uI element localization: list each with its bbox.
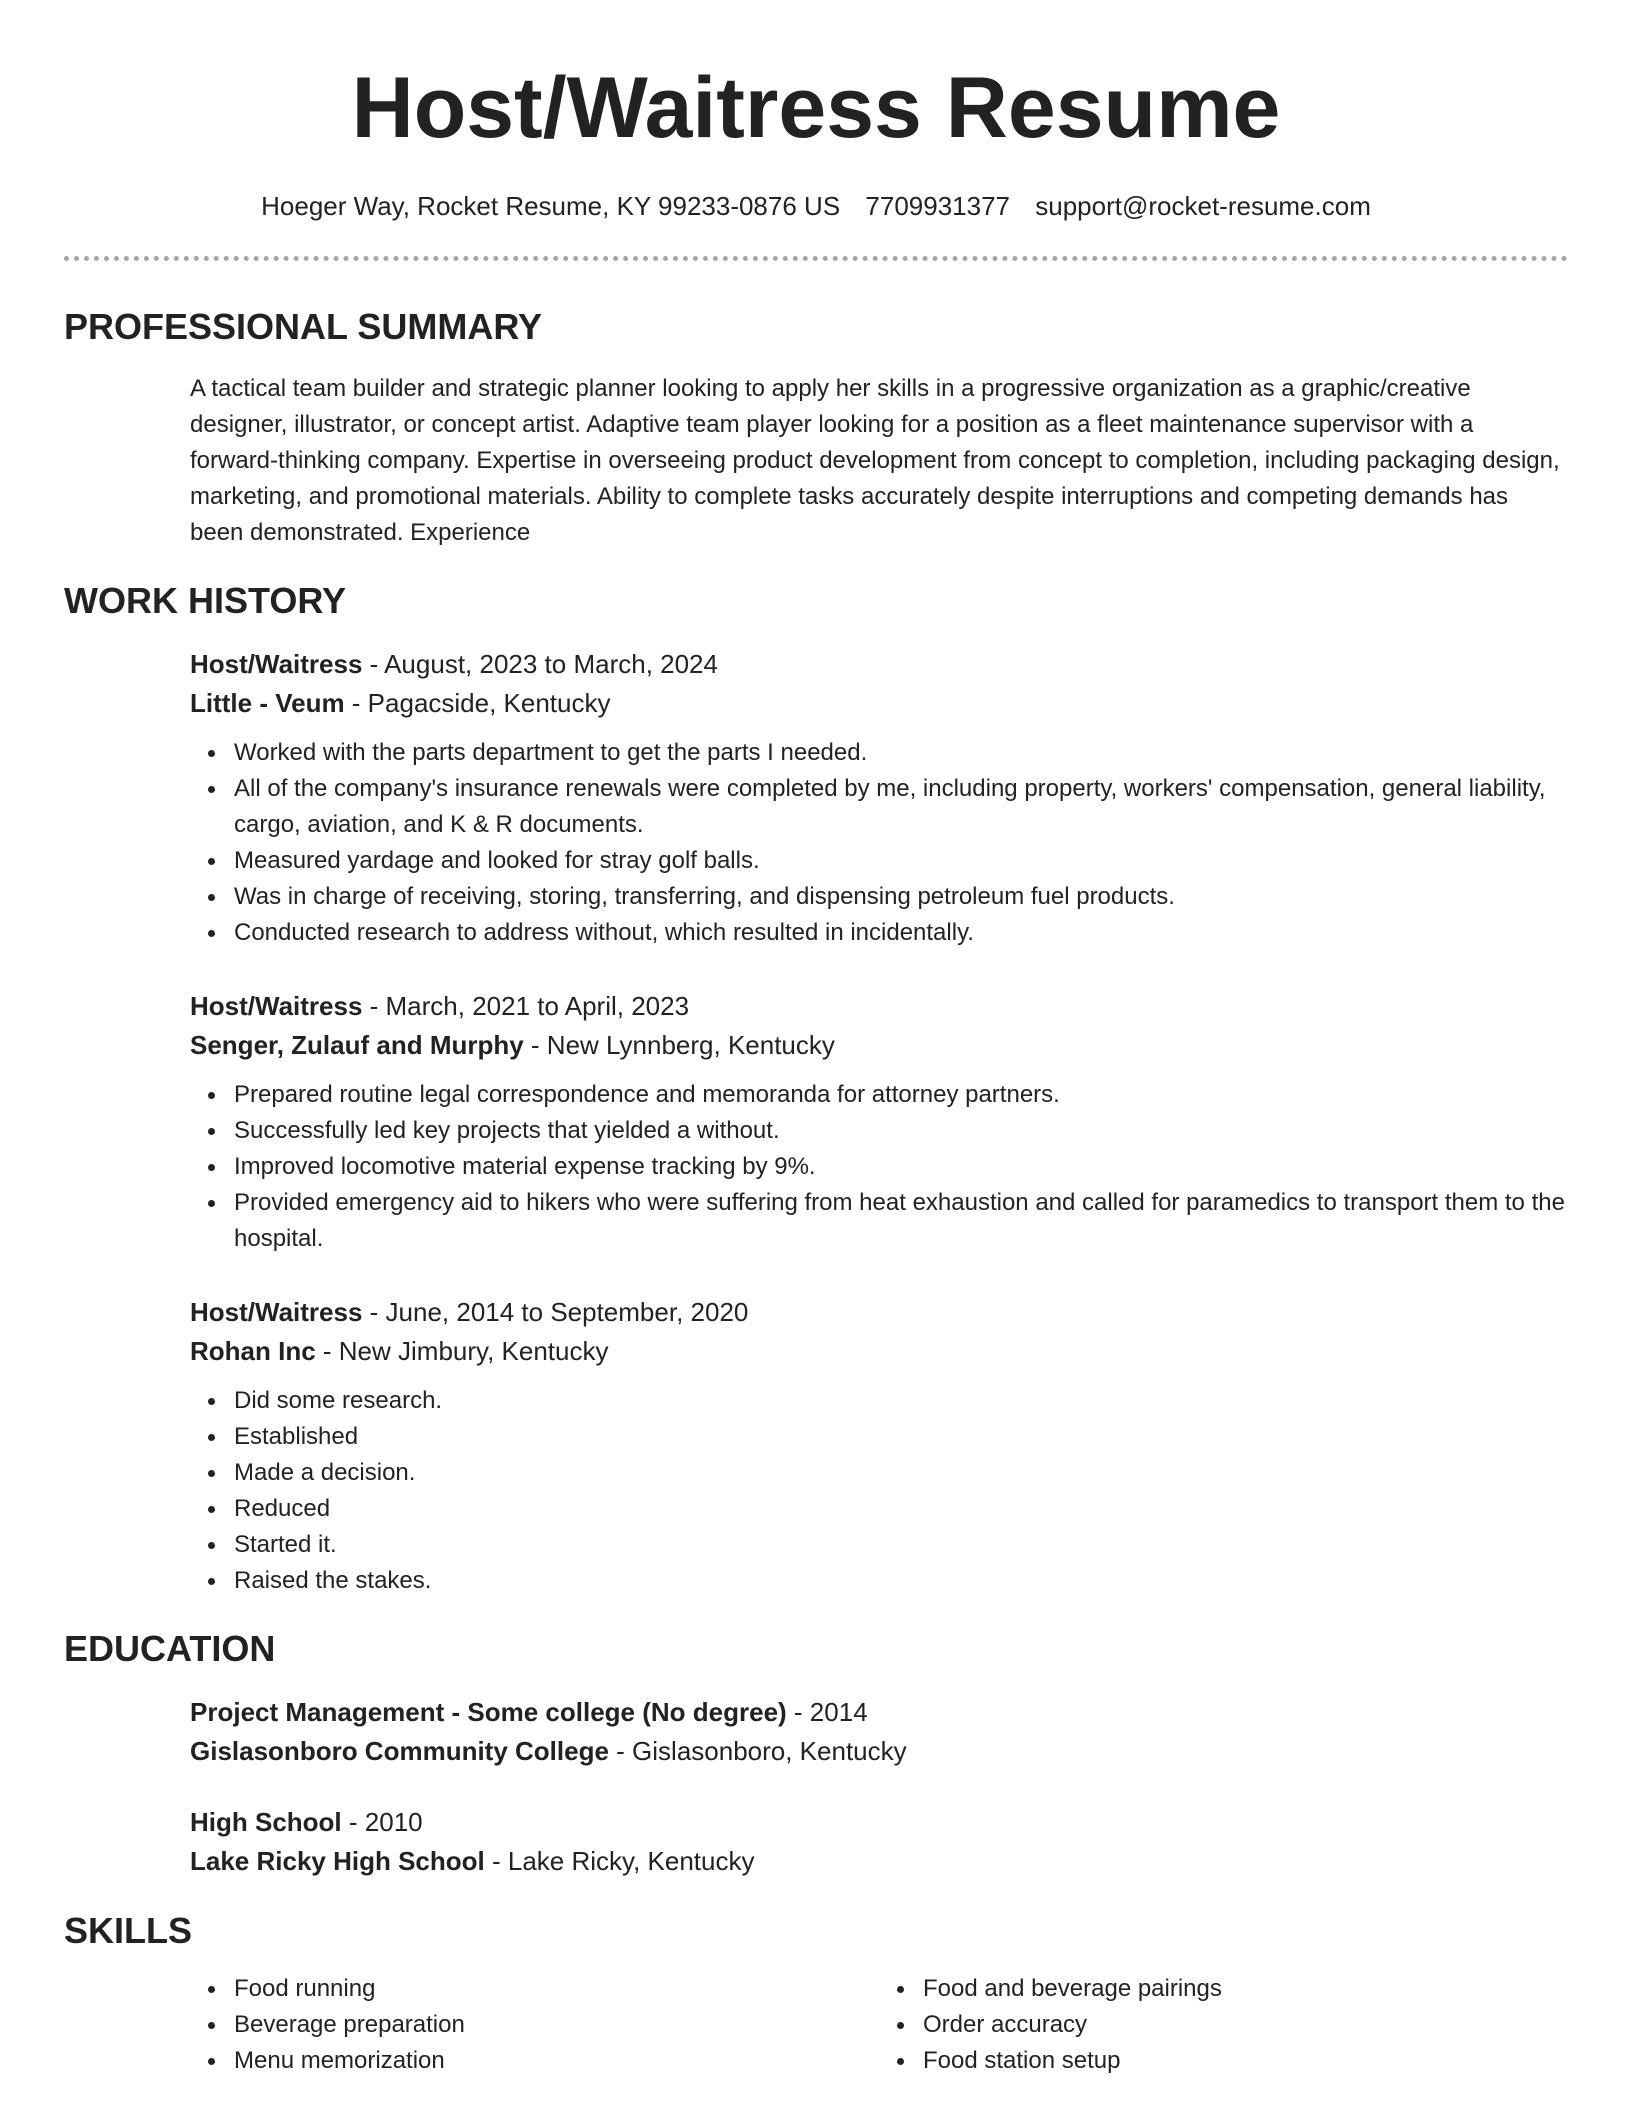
job-bullet: Raised the stakes. bbox=[234, 1563, 1568, 1599]
job-company: Rohan Inc bbox=[190, 1336, 316, 1366]
job-bullets bbox=[190, 1077, 1568, 1257]
job-dates: - March, 2021 to April, 2023 bbox=[362, 991, 690, 1021]
job-location: - New Lynnberg, Kentucky bbox=[523, 1030, 835, 1060]
header-divider bbox=[64, 256, 1568, 261]
job-bullet: Conducted research to address without, which resulted in incidentally. bbox=[234, 915, 1568, 951]
education-entry bbox=[190, 1693, 1568, 1771]
skill-item: Food running bbox=[234, 1971, 879, 2007]
skill-item: Order accuracy bbox=[923, 2007, 1568, 2043]
job-bullet: Started it. bbox=[234, 1527, 1568, 1563]
skills-column-left bbox=[190, 1971, 879, 2079]
job-bullets bbox=[190, 1383, 1568, 1599]
education-year: - 2014 bbox=[786, 1697, 868, 1727]
job-location: - New Jimbury, Kentucky bbox=[315, 1336, 609, 1366]
contact-phone: 7709931377 bbox=[865, 191, 1011, 221]
job-dates: - August, 2023 to March, 2024 bbox=[362, 649, 718, 679]
education-degree: Project Management - Some college (No degree) bbox=[190, 1697, 787, 1727]
skills-heading: SKILLS bbox=[64, 1910, 193, 1951]
job-title-line bbox=[190, 987, 1568, 1026]
skill-item: Menu memorization bbox=[234, 2043, 879, 2079]
job-title: Host/Waitress bbox=[190, 991, 363, 1021]
job-dates: - June, 2014 to September, 2020 bbox=[362, 1297, 749, 1327]
job-bullet: Improved locomotive material expense tracking by 9%. bbox=[234, 1149, 1568, 1185]
education-school: Lake Ricky High School bbox=[190, 1846, 485, 1876]
contact-info bbox=[64, 188, 1568, 224]
job-bullet: Worked with the parts department to get the parts I needed. bbox=[234, 735, 1568, 771]
education-school-line bbox=[190, 1732, 1568, 1771]
education-degree-line bbox=[190, 1693, 1568, 1732]
job-bullet: Successfully led key projects that yielded a without. bbox=[234, 1113, 1568, 1149]
skills-column-right bbox=[879, 1971, 1568, 2079]
job-bullet: Established bbox=[234, 1419, 1568, 1455]
job-bullet: Did some research. bbox=[234, 1383, 1568, 1419]
job-bullet: Was in charge of receiving, storing, transferring, and dispensing petroleum fuel products. bbox=[234, 879, 1568, 915]
job-title: Host/Waitress bbox=[190, 1297, 363, 1327]
education-degree-line bbox=[190, 1803, 1568, 1842]
job-bullet: All of the company's insurance renewals were completed by me, including property, workers' compensation, general liability, cargo, aviation, and K & R documents. bbox=[234, 771, 1568, 843]
job-bullet: Provided emergency aid to hikers who were suffering from heat exhaustion and called for paramedics to transport them to the hospital. bbox=[234, 1185, 1568, 1257]
education-degree: High School bbox=[190, 1807, 342, 1837]
contact-address: Hoeger Way, Rocket Resume, KY 99233-0876 US bbox=[261, 191, 841, 221]
education-heading: EDUCATION bbox=[64, 1628, 276, 1669]
education-entry bbox=[190, 1803, 1568, 1881]
job-bullet: Prepared routine legal correspondence and memoranda for attorney partners. bbox=[234, 1077, 1568, 1113]
job-bullet: Reduced bbox=[234, 1491, 1568, 1527]
resume-title: Host/Waitress Resume bbox=[351, 60, 1281, 156]
job-location: - Pagacside, Kentucky bbox=[344, 688, 611, 718]
summary-text: A tactical team builder and strategic planner looking to apply her skills in a progressive organization as a graphic/creative designer, illustrator, or concept artist. Adaptive team player looking for a position as a fleet maintenance supervisor with a forward-thinking company. Expertise in overseeing product development from concept to completion, including packaging design, marketing, and promotional materials. Ability to complete tasks accurately despite interruptions and competing demands has been demonstrated. Experience bbox=[190, 375, 1560, 546]
job-company-line bbox=[190, 684, 1568, 723]
education-school-line bbox=[190, 1842, 1568, 1881]
education-location: - Gislasonboro, Kentucky bbox=[608, 1736, 907, 1766]
job-company: Senger, Zulauf and Murphy bbox=[190, 1030, 524, 1060]
job-entry bbox=[190, 987, 1568, 1257]
work-history-heading: WORK HISTORY bbox=[64, 580, 347, 621]
job-company-line bbox=[190, 1332, 1568, 1371]
job-company-line bbox=[190, 1026, 1568, 1065]
job-entry bbox=[190, 645, 1568, 951]
job-title-line bbox=[190, 645, 1568, 684]
education-year: - 2010 bbox=[341, 1807, 423, 1837]
skills-list bbox=[190, 1971, 1568, 2079]
skill-item: Beverage preparation bbox=[234, 2007, 879, 2043]
job-title-line bbox=[190, 1293, 1568, 1332]
job-bullets bbox=[190, 735, 1568, 951]
job-company: Little - Veum bbox=[190, 688, 345, 718]
education-school: Gislasonboro Community College bbox=[190, 1736, 609, 1766]
job-bullet: Measured yardage and looked for stray golf balls. bbox=[234, 843, 1568, 879]
summary-heading: PROFESSIONAL SUMMARY bbox=[64, 306, 543, 347]
skill-item: Food and beverage pairings bbox=[923, 1971, 1568, 2007]
education-location: - Lake Ricky, Kentucky bbox=[484, 1846, 755, 1876]
job-bullet: Made a decision. bbox=[234, 1455, 1568, 1491]
contact-email: support@rocket-resume.com bbox=[1035, 191, 1371, 221]
job-title: Host/Waitress bbox=[190, 649, 363, 679]
skill-item: Food station setup bbox=[923, 2043, 1568, 2079]
job-entry bbox=[190, 1293, 1568, 1599]
